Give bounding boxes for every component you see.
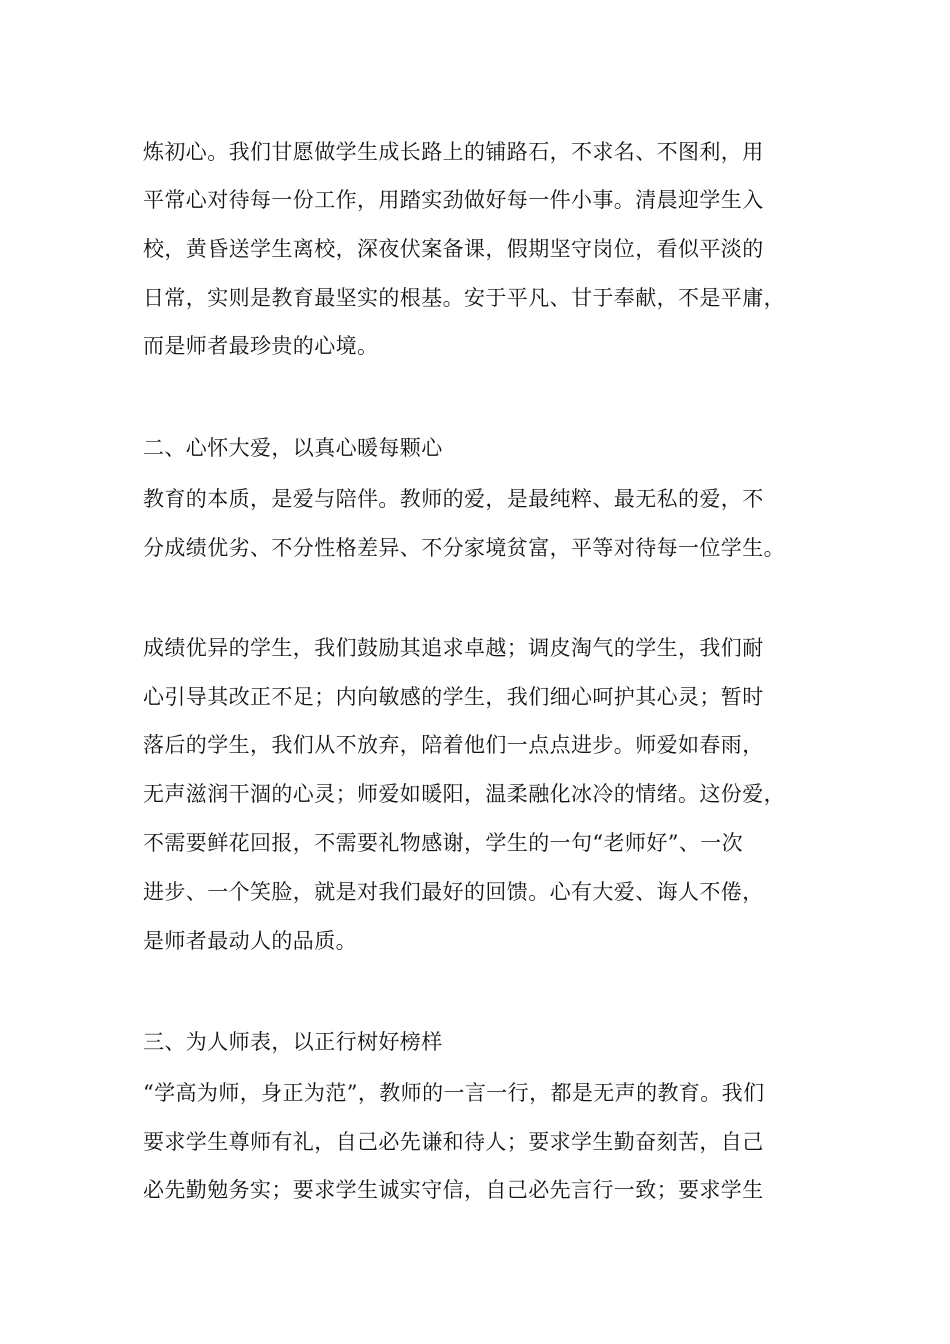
section-2-paragraph-a-line-2: 分成绩优劣、不分性格差异、不分家境贫富，平等对待每一位学生。 [143,536,785,560]
section-3-paragraph-a-line-3: 必先勤勉务实；要求学生诚实守信，自己必先言行一致；要求学生 [143,1178,764,1202]
section-2-paragraph-b-line-5: 不需要鲜花回报，不需要礼物感谢，学生的一句“老师好”、一次 [143,831,744,855]
section-3-paragraph-a-line-2: 要求学生尊师有礼，自己必先谦和待人；要求学生勤奋刻苦，自己 [143,1130,764,1154]
section-2-paragraph-b-line-2: 心引导其改正不足；内向敏感的学生，我们细心呵护其心灵；暂时 [143,685,764,709]
section-2-paragraph-b-line-6: 进步、一个笑脸，就是对我们最好的回馈。心有大爱、诲人不倦， [143,880,764,904]
paragraph-1-line-3: 校，黄昏送学生离校，深夜伏案备课，假期坚守岗位，看似平淡的 [143,237,764,261]
paragraph-1-line-1: 炼初心。我们甘愿做学生成长路上的铺路石，不求名、不图利，用 [143,140,764,164]
section-2-paragraph-a-line-1: 教育的本质，是爱与陪伴。教师的爱，是最纯粹、最无私的爱，不 [143,487,764,511]
section-2-heading: 二、心怀大爱，以真心暖每颗心 [143,436,443,460]
paragraph-1-line-4: 日常，实则是教育最坚实的根基。安于平凡、甘于奉献，不是平庸， [143,286,785,310]
section-2-paragraph-b-line-7: 是师者最动人的品质。 [143,929,357,953]
section-2-paragraph-b-line-3: 落后的学生，我们从不放弃，陪着他们一点点进步。师爱如春雨， [143,733,764,757]
section-3-paragraph-a-line-1: “学高为师，身正为范”，教师的一言一行，都是无声的教育。我们 [143,1081,765,1105]
section-2-paragraph-b-line-4: 无声滋润干涸的心灵；师爱如暖阳，温柔融化冰冷的情绪。这份爱， [143,782,785,806]
section-3-heading: 三、为人师表，以正行树好榜样 [143,1030,443,1054]
paragraph-1-line-2: 平常心对待每一份工作，用踏实劲做好每一件小事。清晨迎学生入 [143,188,764,212]
paragraph-1-line-5: 而是师者最珍贵的心境。 [143,334,379,358]
section-2-paragraph-b-line-1: 成绩优异的学生，我们鼓励其追求卓越；调皮淘气的学生，我们耐 [143,636,764,660]
